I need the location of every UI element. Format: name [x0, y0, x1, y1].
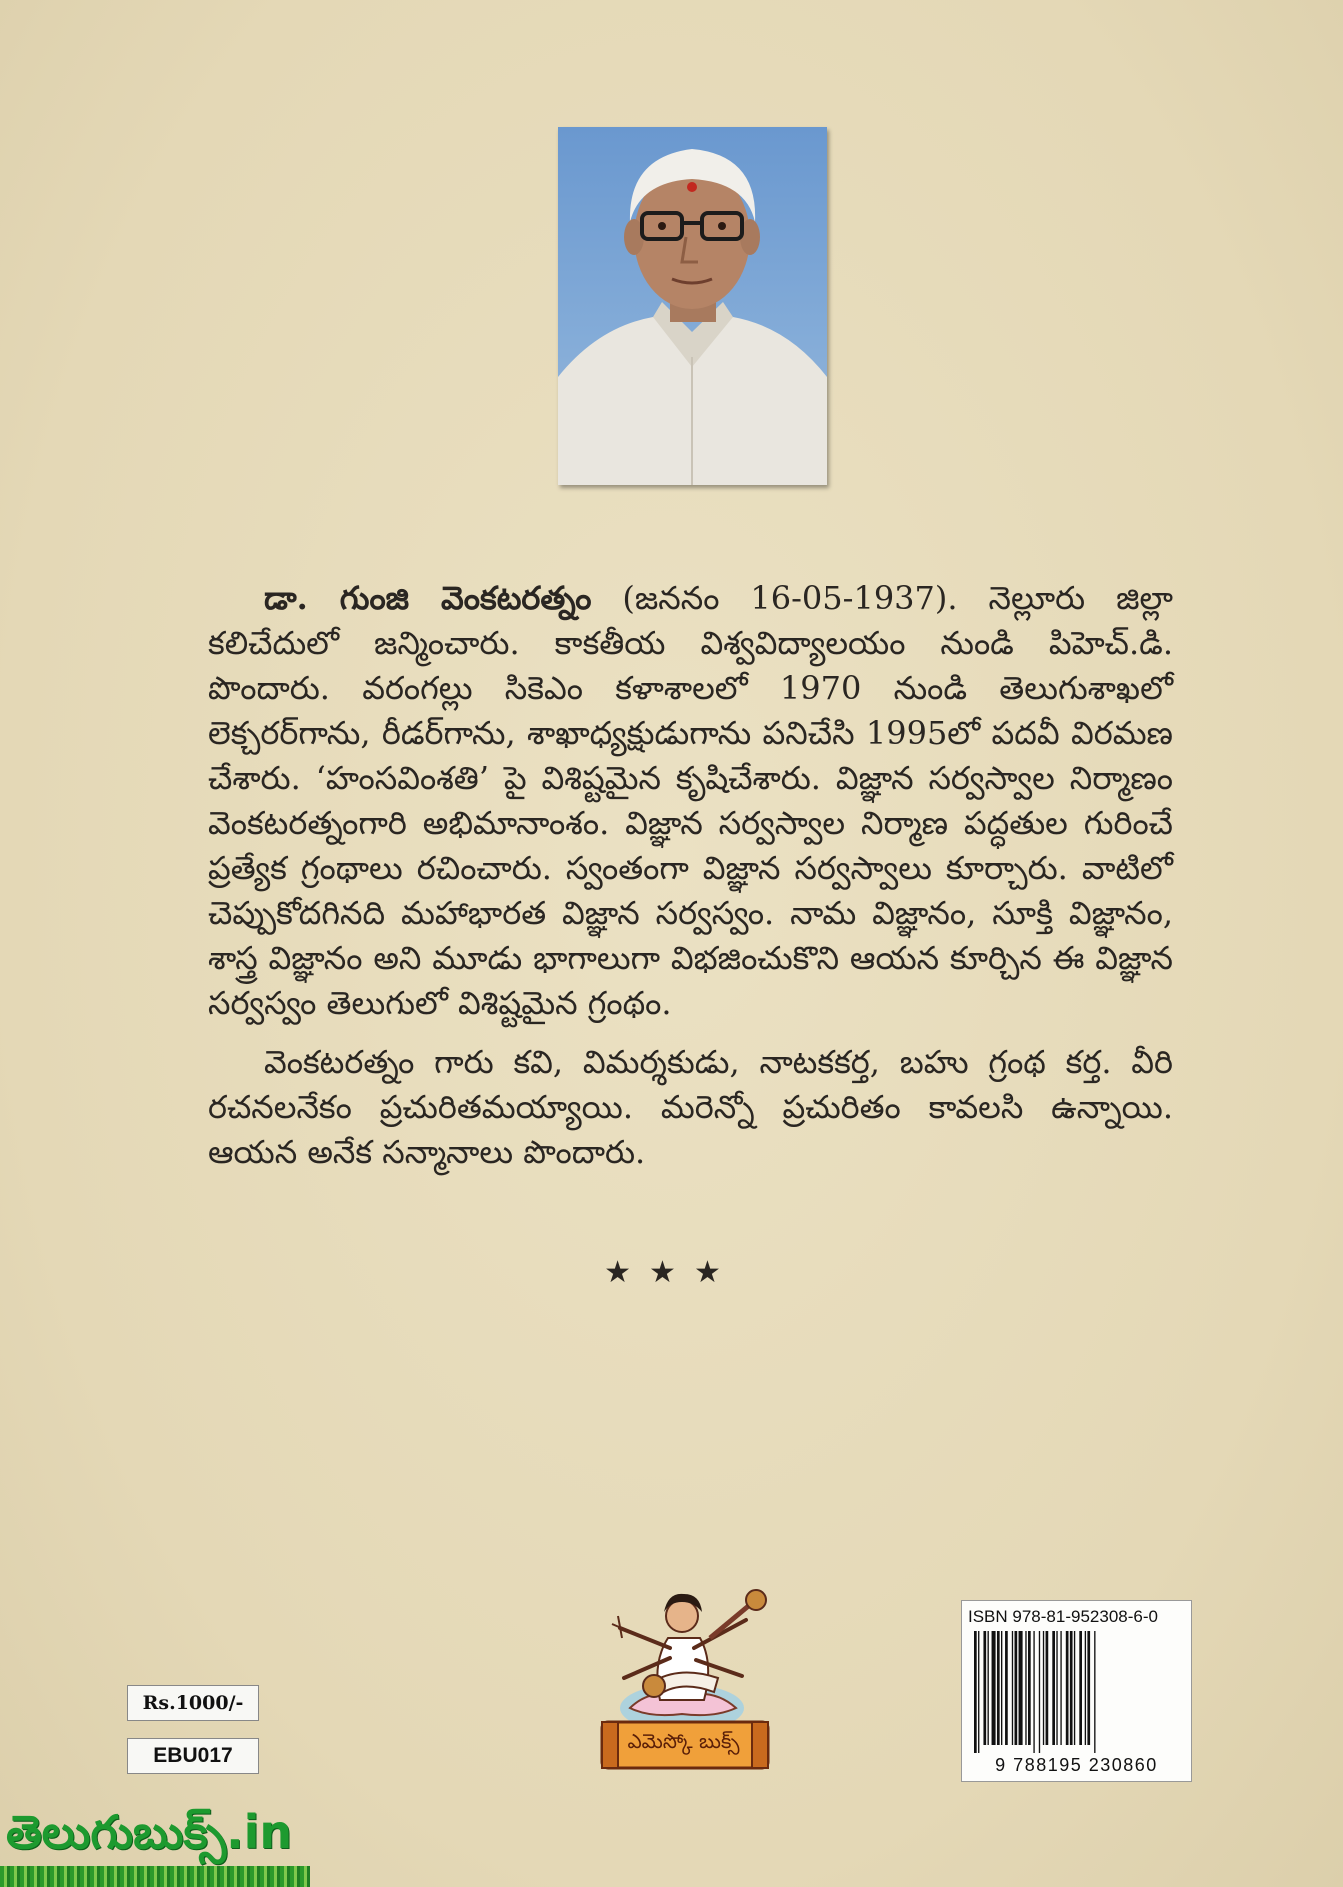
bio-paragraph-1-text: (జననం 16-05-1937). నెల్లూరు జిల్లా కలిచేదులో జన్మించారు. కాకతీయ విశ్వవిద్యాలయం నుండి పిహెచ్.డి. పొందారు. వరంగల్లు సికెఎం కళాశాలలో 1970 నుండి తెలుగుశాఖలో లెక్చరర్‌గాను, రీడర్‌గాను, శాఖాధ్యక్షుడుగాను పనిచేసి 1995లో పదవీ విరమణ చేశారు. ‘హంసవింశతి’ పై విశిష్టమైన కృషిచేశారు. విజ్ఞాన సర్వస్వాల నిర్మాణం వెంకటరత్నంగారి అభిమానాంశం. విజ్ఞాన సర్వస్వాల నిర్మాణ పద్ధతుల గురించే ప్రత్యేక గ్రంథాలు రచించారు. స్వంతంగా విజ్ఞాన సర్వస్వాలు కూర్చారు. వాటిలో చెప్పుకోదగినది మహాభారత విజ్ఞాన సర్వస్వం. నామ విజ్ఞానం, సూక్తి విజ్ఞానం, శాస్త్ర విజ్ఞానం అని మూడు భాగాలుగా విభజించుకొని ఆయన కూర్చిన ఈ విజ్ఞాన సర్వస్వం తెలుగులో విశిష్టమైన గ్రంథం.	[208, 579, 1173, 1022]
author-portrait-illustration	[558, 127, 827, 485]
publisher-label: ఎమెస్కో బుక్స్	[627, 1728, 740, 1753]
bio-paragraph-1	[208, 576, 1173, 1026]
stars-separator: ★★★	[604, 1255, 739, 1290]
book-code-label: EBU017	[127, 1738, 259, 1774]
isbn-digits: 9 788195 230860	[995, 1755, 1158, 1775]
isbn-label: ISBN 978-81-952308-6-0	[968, 1607, 1158, 1626]
grass-strip-decoration	[0, 1866, 310, 1887]
author-photo	[558, 127, 827, 485]
site-watermark: తెలుగుబుక్స్.in	[6, 1805, 293, 1859]
isbn-barcode-box	[961, 1600, 1192, 1782]
barcode-icon	[974, 1631, 1179, 1753]
price-label: Rs.1000/-	[127, 1685, 259, 1721]
bio-paragraph-2: వెంకటరత్నం గారు కవి, విమర్శకుడు, నాటకకర్త, బహు గ్రంథ కర్త. వీరి రచనలనేకం ప్రచురితమయ్యాయి. మరెన్నో ప్రచురితం కావలసి ఉన్నాయి. ఆయన అనేక సన్మానాలు పొందారు.	[208, 1043, 1173, 1171]
author-name: డా. గుంజి వెంకటరత్నం	[264, 579, 592, 617]
author-biography	[208, 576, 1173, 1175]
